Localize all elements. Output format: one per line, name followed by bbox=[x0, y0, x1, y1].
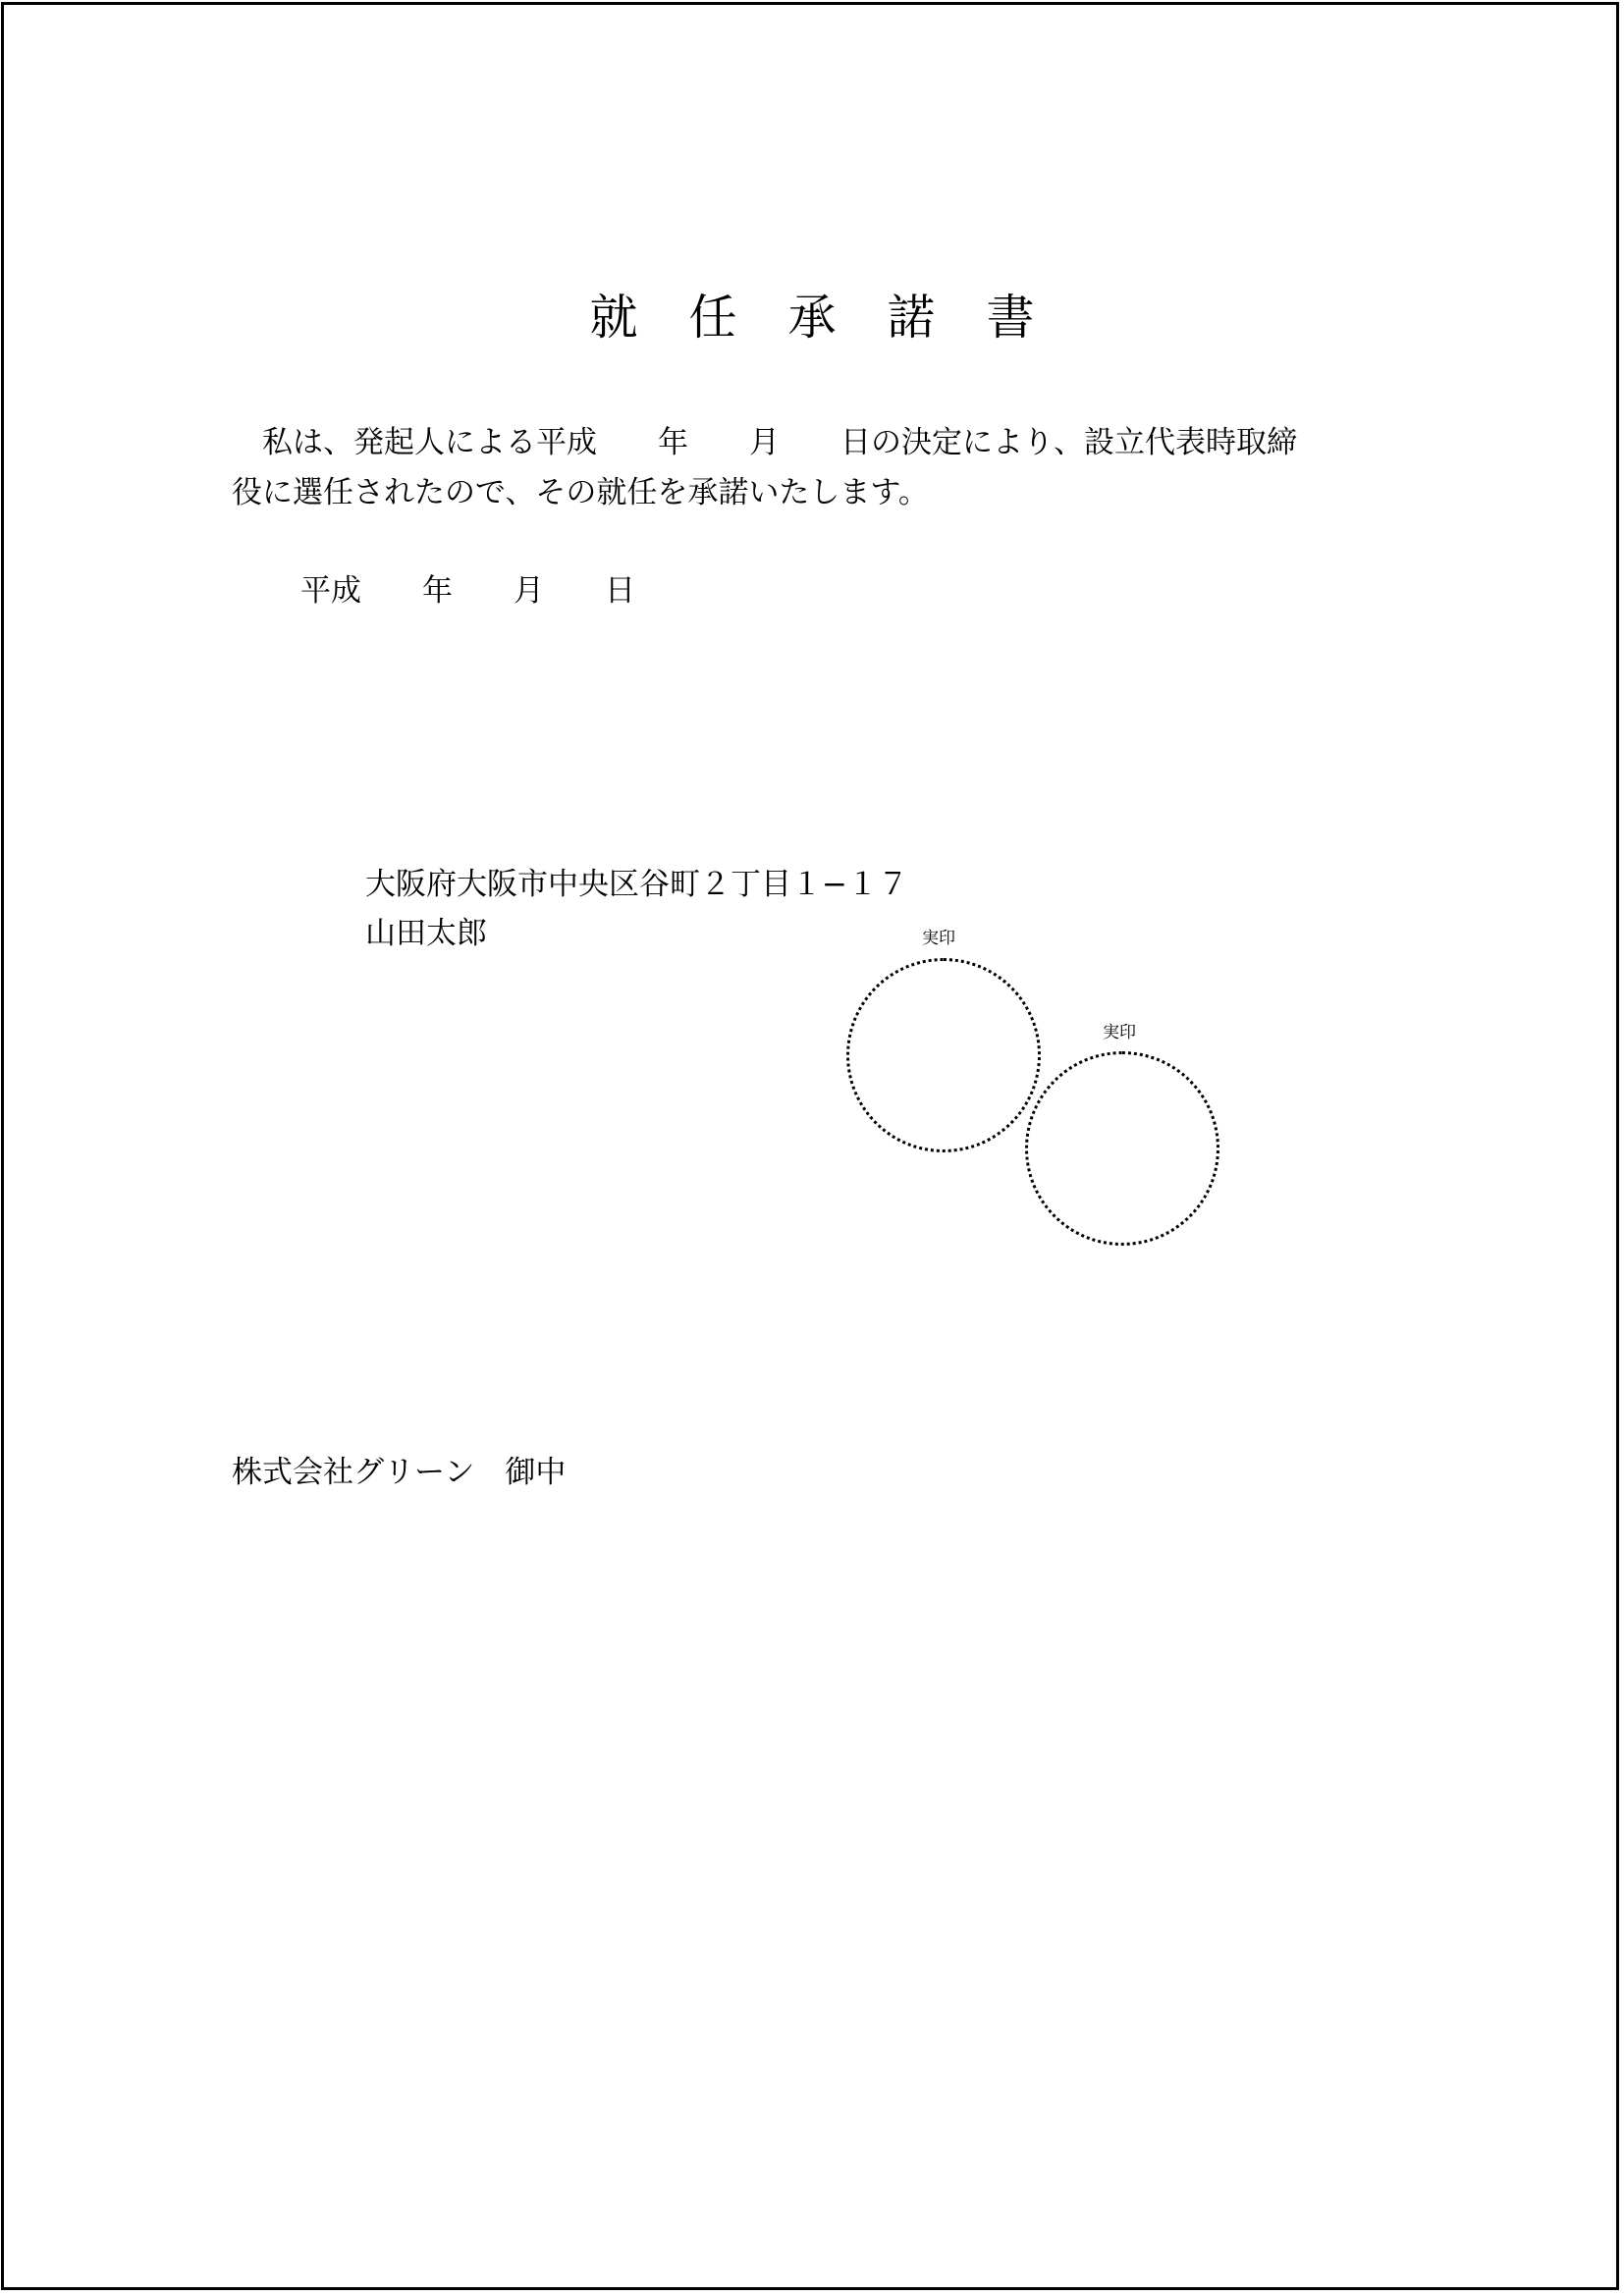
seal-label-2: 実印 bbox=[1103, 1023, 1136, 1042]
addressee: 株式会社グリーン 御中 bbox=[232, 1455, 567, 1490]
consent-statement-line-2: 役に選任されたので、その就任を承諾いたします。 bbox=[232, 475, 929, 510]
address: 大阪府大阪市中央区谷町２丁目１−１７ bbox=[365, 867, 908, 902]
document-title: 就任承諾書 bbox=[589, 290, 1086, 346]
seal-circle-1 bbox=[846, 958, 1041, 1152]
seal-label-1: 実印 bbox=[922, 929, 955, 948]
consent-statement-line-1: 私は、発起人による平成 年 月 日の決定により、設立代表時取締 bbox=[232, 425, 1297, 460]
date-line: 平成 年 月 日 bbox=[300, 573, 635, 609]
signer-name: 山田太郎 bbox=[365, 916, 487, 951]
seal-circle-2 bbox=[1025, 1051, 1219, 1246]
consent-statement bbox=[232, 418, 1410, 518]
